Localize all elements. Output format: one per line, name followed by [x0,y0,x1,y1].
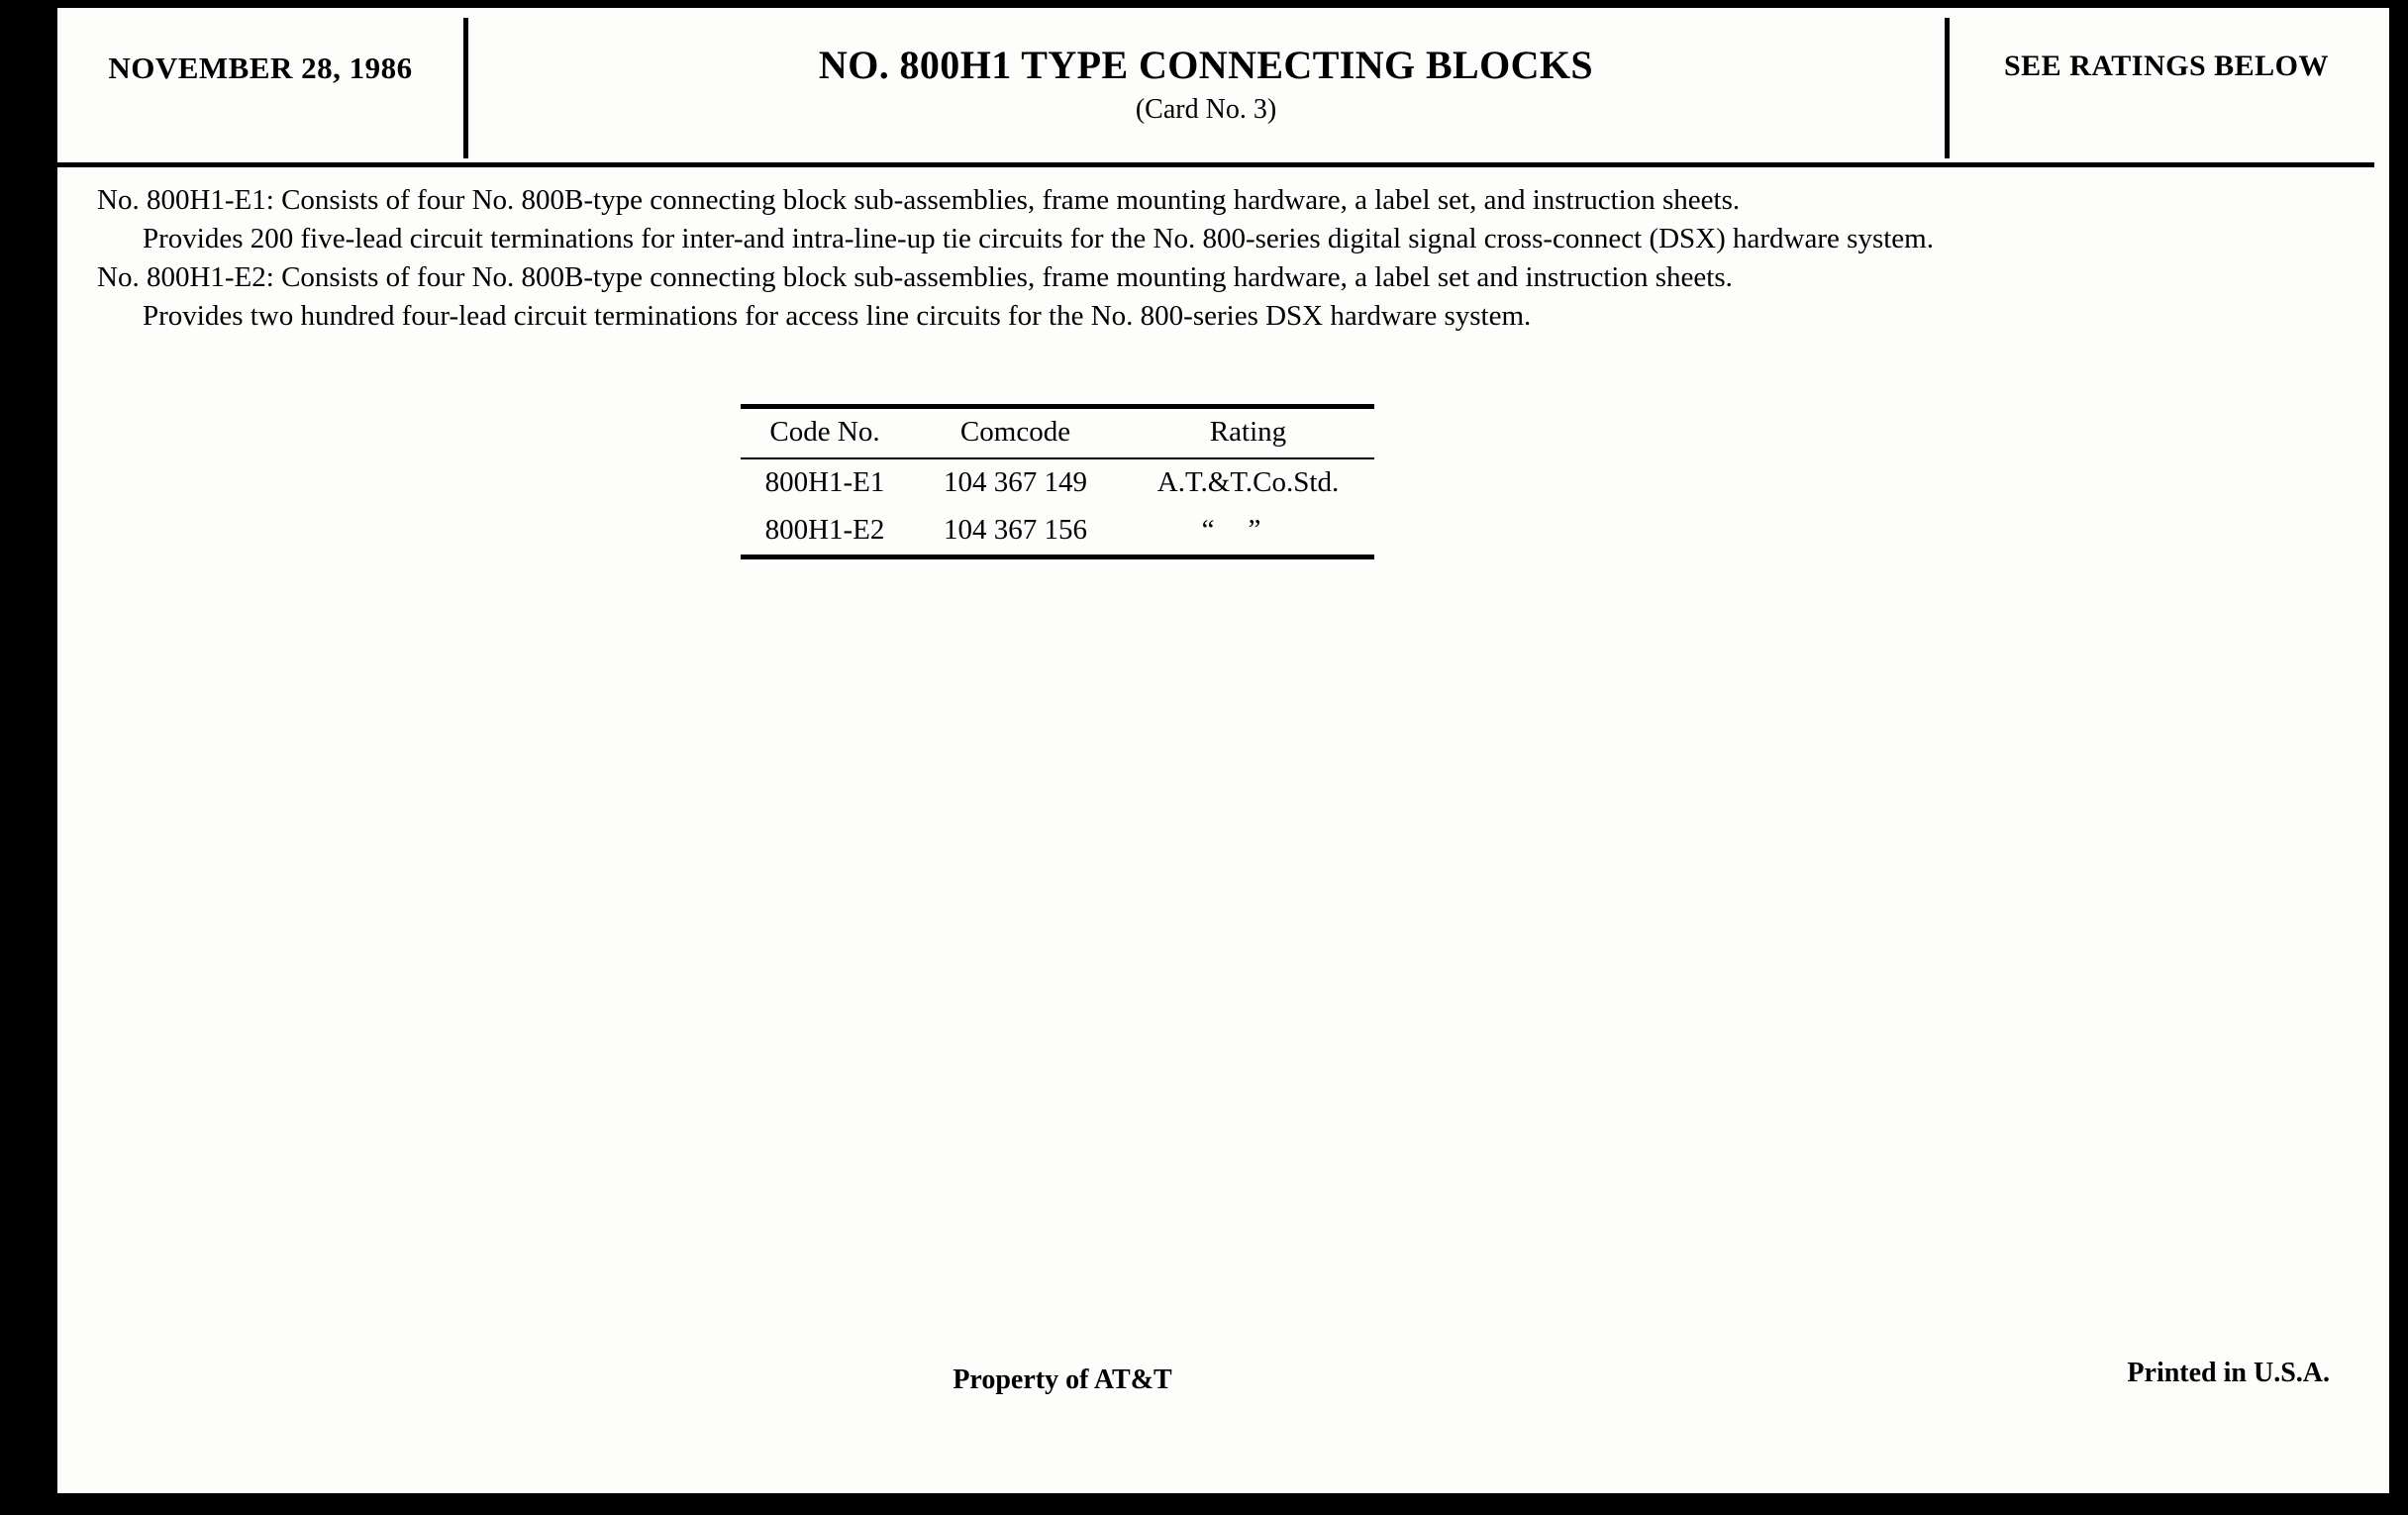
header-date: NOVEMBER 28, 1986 [108,50,413,85]
ratings-table [741,404,1374,559]
body-line-4: Provides two hundred four-lead circuit terminations for access line circuits for the No. 800-series DSX hardware system. [143,300,1532,333]
cell-rating: “” [1201,514,1295,546]
header-bottom-rule [57,162,2374,167]
cell-rating: A.T.&T.Co.Std. [1156,466,1340,498]
header-divider-left [463,18,468,158]
body-line-2: Provides 200 five-lead circuit terminations for inter-and intra-line-up tie circuits for the No. 800-series digital signal cross-connect (DSX) hardware system. [143,223,1934,255]
scan-border-left [0,0,57,1515]
scan-border-bottom [0,1493,2408,1515]
scan-border-top [0,0,2408,8]
scan-border-right [2389,0,2408,1515]
footer-printed-in: Printed in U.S.A. [2127,1358,2330,1388]
header-divider-right [1945,18,1950,158]
cell-code-no: 800H1-E2 [764,514,885,546]
page-title: NO. 800H1 TYPE CONNECTING BLOCKS [818,43,1594,87]
body-line-1: No. 800H1-E1: Consists of four No. 800B-type connecting block sub-assemblies, frame mounting hardware, a label set, and instruction sheets. [97,184,1741,216]
column-header-code-no: Code No. [769,416,880,448]
header-title-block [473,42,1939,126]
table-rule-bottom [741,555,1374,559]
header-ratings-note: SEE RATINGS BELOW [2003,50,2330,82]
column-header-comcode: Comcode [959,416,1071,448]
column-header-rating: Rating [1209,416,1287,448]
body-text [97,182,2374,337]
table-header-row [741,409,1374,457]
page-header [57,8,2389,158]
document-page [57,8,2389,1493]
body-line-3: No. 800H1-E2: Consists of four No. 800B-type connecting block sub-assemblies, frame mounting hardware, a label set and instruction sheets. [97,261,1733,294]
footer-property: Property of AT&T [953,1364,1172,1395]
cell-comcode: 104 367 149 [944,466,1087,498]
table-row [741,459,1374,507]
cell-code-no: 800H1-E1 [764,466,885,498]
cell-comcode: 104 367 156 [944,514,1087,546]
page-subtitle: (Card No. 3) [1135,94,1277,125]
table-row [741,507,1374,555]
